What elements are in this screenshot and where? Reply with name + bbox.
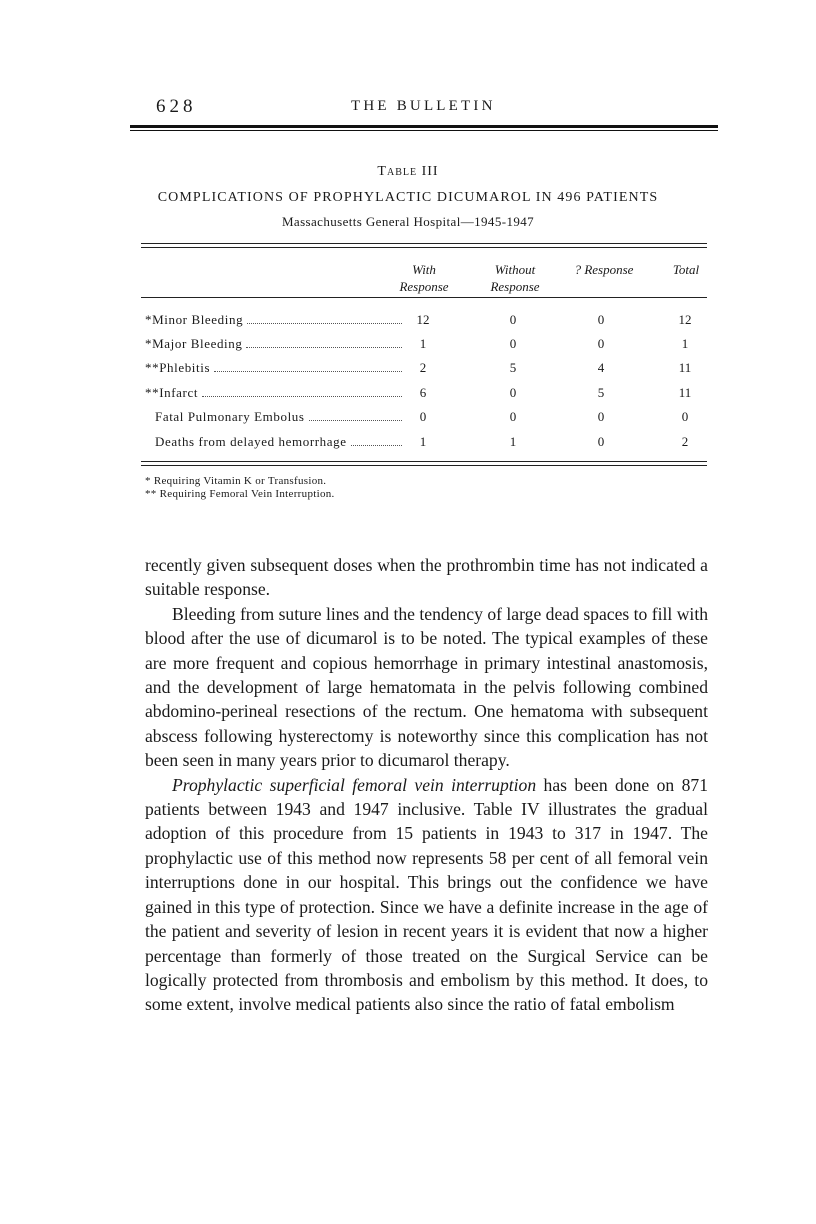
table-footnote: ** Requiring Femoral Vein Interruption. (145, 488, 335, 500)
leader-dots (202, 386, 402, 397)
cell-without-response: 1 (509, 434, 517, 449)
table-row (0, 434, 816, 458)
row-label-text: **Infarct (145, 385, 199, 400)
table-bottom-rule-2 (141, 465, 707, 466)
row-label (155, 434, 402, 450)
row-label (145, 360, 402, 376)
table-subtitle: Massachusetts General Hospital—1945-1947 (281, 214, 535, 229)
row-label (145, 336, 402, 352)
table-label: Table III (377, 164, 439, 179)
cell-total: 12 (678, 312, 692, 327)
running-header (156, 96, 718, 120)
cell-with-response: 12 (416, 312, 430, 327)
table-header-rule (141, 297, 707, 298)
header-rule-thick (130, 125, 718, 128)
cell-without-response: 0 (509, 312, 517, 327)
col-header-uncertain-response (561, 261, 647, 278)
row-label-text: *Minor Bleeding (145, 312, 244, 327)
cell-total: 11 (678, 360, 692, 375)
col-header-line: With (412, 262, 436, 277)
col-header-total (656, 261, 716, 278)
table-row (0, 312, 816, 336)
table-bottom-rule (141, 461, 707, 462)
cell-without-response: 0 (509, 385, 517, 400)
col-header-line: Response (490, 279, 540, 294)
cell-uncertain-response: 0 (597, 409, 605, 424)
cell-total: 1 (681, 336, 689, 351)
table-title: COMPLICATIONS OF PROPHYLACTIC DICUMAROL IN 496 PATIENTS (157, 190, 659, 205)
paragraph (145, 773, 708, 1017)
cell-with-response: 6 (419, 385, 427, 400)
cell-total: 0 (681, 409, 689, 424)
cell-with-response: 2 (419, 360, 427, 375)
leader-dots (246, 337, 402, 348)
paragraph-text: has been done on 871 patients between 1943 and 1947 inclusive. Table IV illustrates the gradual adoption of this procedure from 15 patients in 1943 to 317 in 1947. The prophylactic use of this method now represents 58 per cent of all femoral vein interruptions done in our hospital. This brings out the confidence we have gained in this type of protection. Since we have a definite increase in the age of the patient and severity of lesion in recent years it is evident that now a higher percentage than formerly of those treated on the Surgical Service can be logically protected from thrombosis and embolism by this method. It does, to some extent, involve medical patients also since the ratio of fatal embolism (145, 774, 708, 1015)
running-title: THE BULLETIN (351, 98, 496, 114)
cell-uncertain-response: 0 (597, 312, 605, 327)
paragraph: recently given subsequent doses when the prothrombin time has not indicated a suitable response. (145, 555, 708, 600)
col-header-line: Response (399, 279, 449, 294)
col-header-with-response (382, 261, 466, 295)
table-top-rule (141, 243, 707, 244)
cell-total: 11 (678, 385, 692, 400)
cell-uncertain-response: 4 (597, 360, 605, 375)
cell-without-response: 0 (509, 336, 517, 351)
table-row (0, 409, 816, 433)
leader-dots (309, 410, 402, 421)
leader-dots (214, 361, 402, 372)
row-label (155, 409, 402, 425)
table-top-rule-2 (141, 247, 707, 248)
leader-dots (247, 313, 402, 324)
header-rule-thin (130, 130, 718, 131)
col-header-line: Without (494, 262, 536, 277)
cell-uncertain-response: 0 (597, 434, 605, 449)
page-number: 628 (156, 96, 197, 117)
col-header-line: Total (672, 262, 700, 277)
col-header-line: ? Response (574, 262, 634, 277)
col-header-without-response (473, 261, 557, 295)
leader-dots (351, 435, 402, 446)
cell-without-response: 0 (509, 409, 517, 424)
table-row (0, 360, 816, 384)
cell-total: 2 (681, 434, 689, 449)
row-label-text: *Major Bleeding (145, 336, 243, 351)
row-label (145, 312, 402, 328)
row-label-text: Fatal Pulmonary Embolus (155, 409, 305, 424)
paragraph: Bleeding from suture lines and the tendency of large dead spaces to fill with blood after the use of dicumarol is to be noted. The typical examples of these are more frequent and copious hemorrhage in primary intestinal anastomosis, and the development of large hematomata in the pelvis following combined abdomino-perineal resections of the rectum. One hematoma with subsequent abscess following hysterectomy is noteworthy since this complication has not been seen in many years prior to dicumarol therapy. (145, 603, 708, 771)
table-footnote: * Requiring Vitamin K or Transfusion. (145, 475, 327, 487)
cell-uncertain-response: 5 (597, 385, 605, 400)
row-label-text: Deaths from delayed hemorrhage (155, 434, 347, 449)
row-label (145, 385, 402, 401)
body-text (145, 553, 708, 1017)
table-row (0, 385, 816, 409)
cell-without-response: 5 (509, 360, 517, 375)
cell-with-response: 1 (419, 434, 427, 449)
cell-uncertain-response: 0 (597, 336, 605, 351)
table-row (0, 336, 816, 360)
cell-with-response: 0 (419, 409, 427, 424)
cell-with-response: 1 (419, 336, 427, 351)
italic-term: Prophylactic superficial femoral vein interruption (172, 774, 537, 795)
row-label-text: **Phlebitis (145, 360, 211, 375)
